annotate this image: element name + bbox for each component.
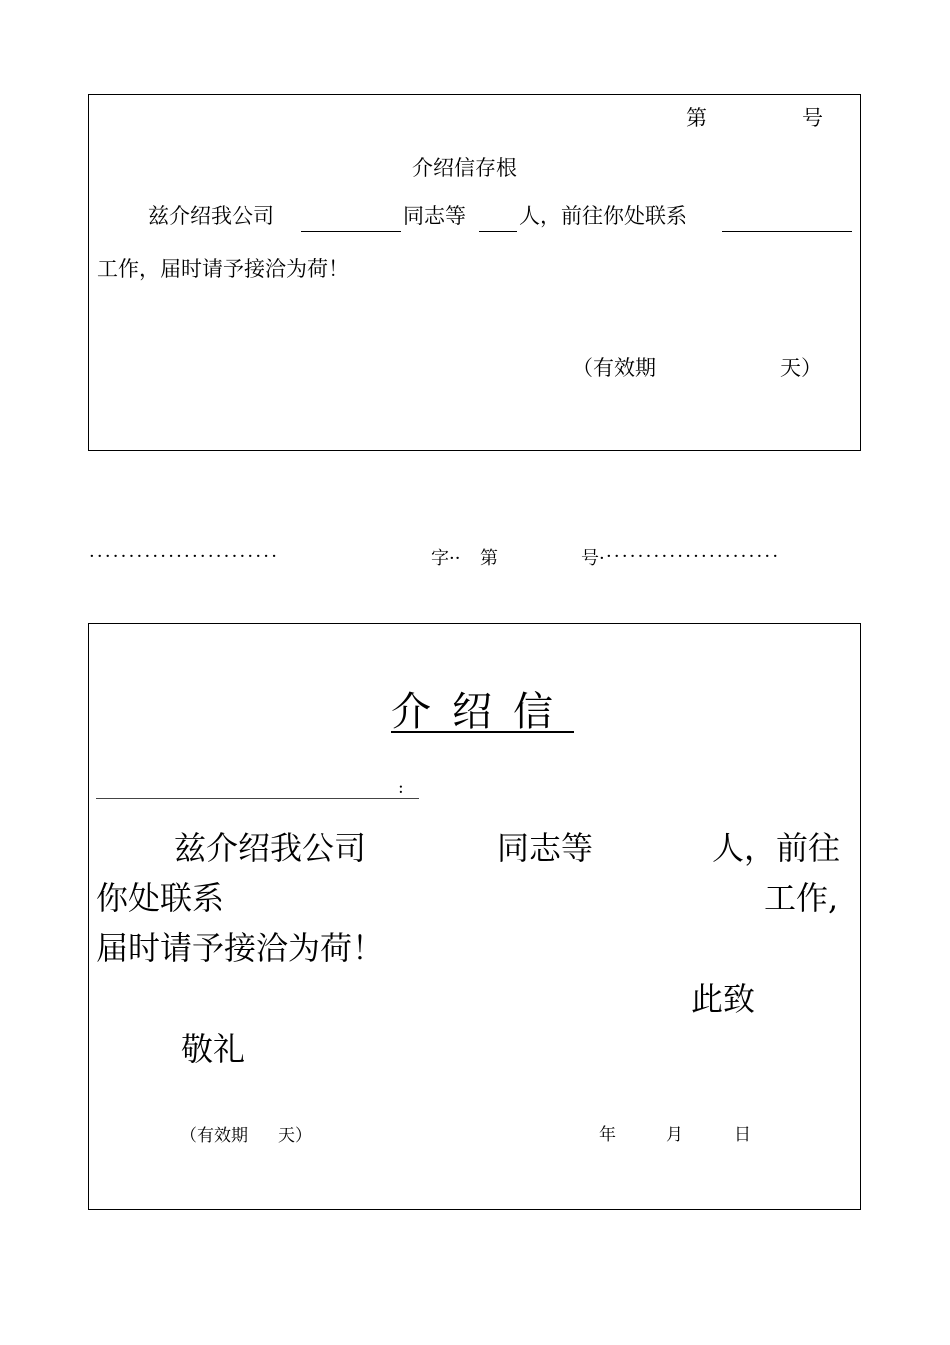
letter-date-month: 月	[666, 1125, 683, 1145]
letter-line2-part2: 工作,	[764, 879, 839, 917]
stub-number-prefix: 第	[686, 106, 707, 130]
letter-addressee-colon: :	[398, 778, 404, 798]
stub-title: 介绍信存根	[412, 156, 517, 180]
letter-date-year: 年	[599, 1125, 616, 1145]
stub-matter-blank	[722, 231, 852, 232]
stub-line2: 工作，届时请予接洽为荷！	[97, 257, 349, 281]
letter-validity-suffix: 天）	[278, 1126, 312, 1146]
stub-company-blank	[301, 231, 401, 232]
tear-line-zi: 字··	[431, 548, 461, 569]
letter-title: 介绍信	[391, 689, 574, 735]
stub-validity-suffix: 天）	[780, 356, 822, 380]
stub-line1-part2: 同志等	[403, 204, 466, 228]
tear-line-left-dots: ························	[89, 546, 280, 567]
letter-validity-prefix: （有效期	[180, 1126, 248, 1146]
tear-line-hao: 号·	[581, 548, 605, 569]
tear-line-right-dots: ······················	[606, 546, 781, 567]
stub-line1-part1: 兹介绍我公司	[148, 204, 274, 228]
tear-line-di: 第	[480, 548, 498, 569]
stub-number-suffix: 号	[802, 106, 823, 130]
letter-date-day: 日	[734, 1125, 751, 1145]
letter-closing-cizhi: 此致	[691, 980, 756, 1018]
letter-line1-part1: 兹介绍我公司	[174, 829, 367, 867]
letter-line1-part3: 人，前往	[712, 829, 841, 867]
letter-line2-part1: 你处联系	[96, 879, 225, 917]
stub-count-blank	[479, 231, 517, 232]
letter-line1-part2: 同志等	[497, 829, 594, 867]
letter-line3: 届时请予接洽为荷！	[96, 929, 385, 967]
letter-closing-jingli: 敬礼	[181, 1030, 246, 1068]
stub-validity-prefix: （有效期	[572, 356, 656, 380]
stub-line1-part3: 人，前往你处联系	[519, 204, 687, 228]
letter-addressee-blank	[96, 798, 419, 799]
